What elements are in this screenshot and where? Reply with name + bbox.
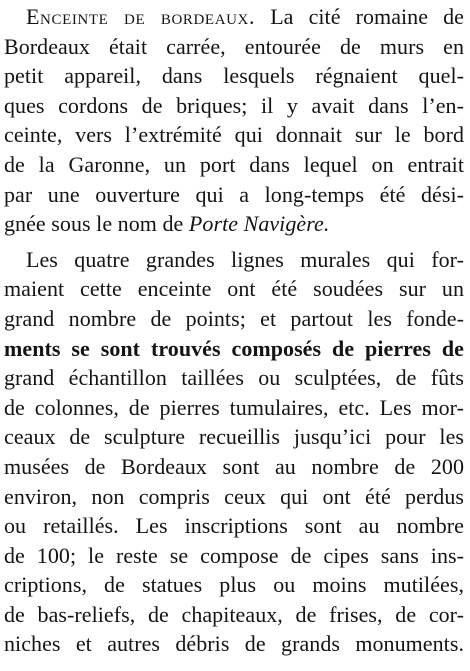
text-line: maient cette enceinte ont été soudées sur un [4,276,464,302]
paragraph-enceinte [4,2,464,239]
document-page [4,2,464,659]
text-line: criptions, de statues plus ou moins mutilées, [4,572,464,598]
text-line: niches et autres débris de grands monuments. [4,631,464,657]
text-line: musées de Bordeaux sont au nombre de 200 [4,453,464,479]
italic-term: Porte Navigère. [188,211,330,237]
text-line: petit appareil, dans lesquels régnaient quel- [4,63,464,89]
paragraph-fondements [4,245,464,659]
text-line: ques cordons de briques; il y avait dans l’en- [4,92,464,118]
text-line: ments se sont trouvés composés de pierres de [4,335,464,361]
text-line [4,209,464,239]
text-line: de bas-reliefs, de chapiteaux, de frises, de cor- [4,601,464,627]
text-line: grand échantillon taillées ou sculptées, de fûts [4,365,464,391]
text-line: ceinte, vers l’extrémité qui donnait sur le bord [4,122,464,148]
text-line: grand nombre de points; et partout les fonde- [4,305,464,331]
text-line: de colonnes, de pierres tumulaires, etc. Les mor- [4,394,464,420]
text-line [4,2,464,32]
text-line: de la Garonne, un port dans lequel on entrait [4,151,464,177]
text-line: Les quatre grandes lignes murales qui for- [26,246,464,272]
text-line: ceaux de sculpture recueillis jusqu’ici pour les [4,424,464,450]
text-line: Bordeaux était carrée, entourée de murs en [4,33,464,59]
text-fragment: La cité romaine de [270,4,464,29]
text-fragment: gnée sous le nom de [4,211,184,237]
text-line: environ, non compris ceux qui ont été perdus [4,483,464,509]
section-heading: Enceinte de bordeaux. [26,4,256,29]
text-line: de 100; le reste se compose de cipes sans ins- [4,542,464,568]
text-line: par une ouverture qui a long-temps été dési- [4,181,464,207]
text-line: ou retaillés. Les inscriptions sont au nombre [4,513,464,539]
